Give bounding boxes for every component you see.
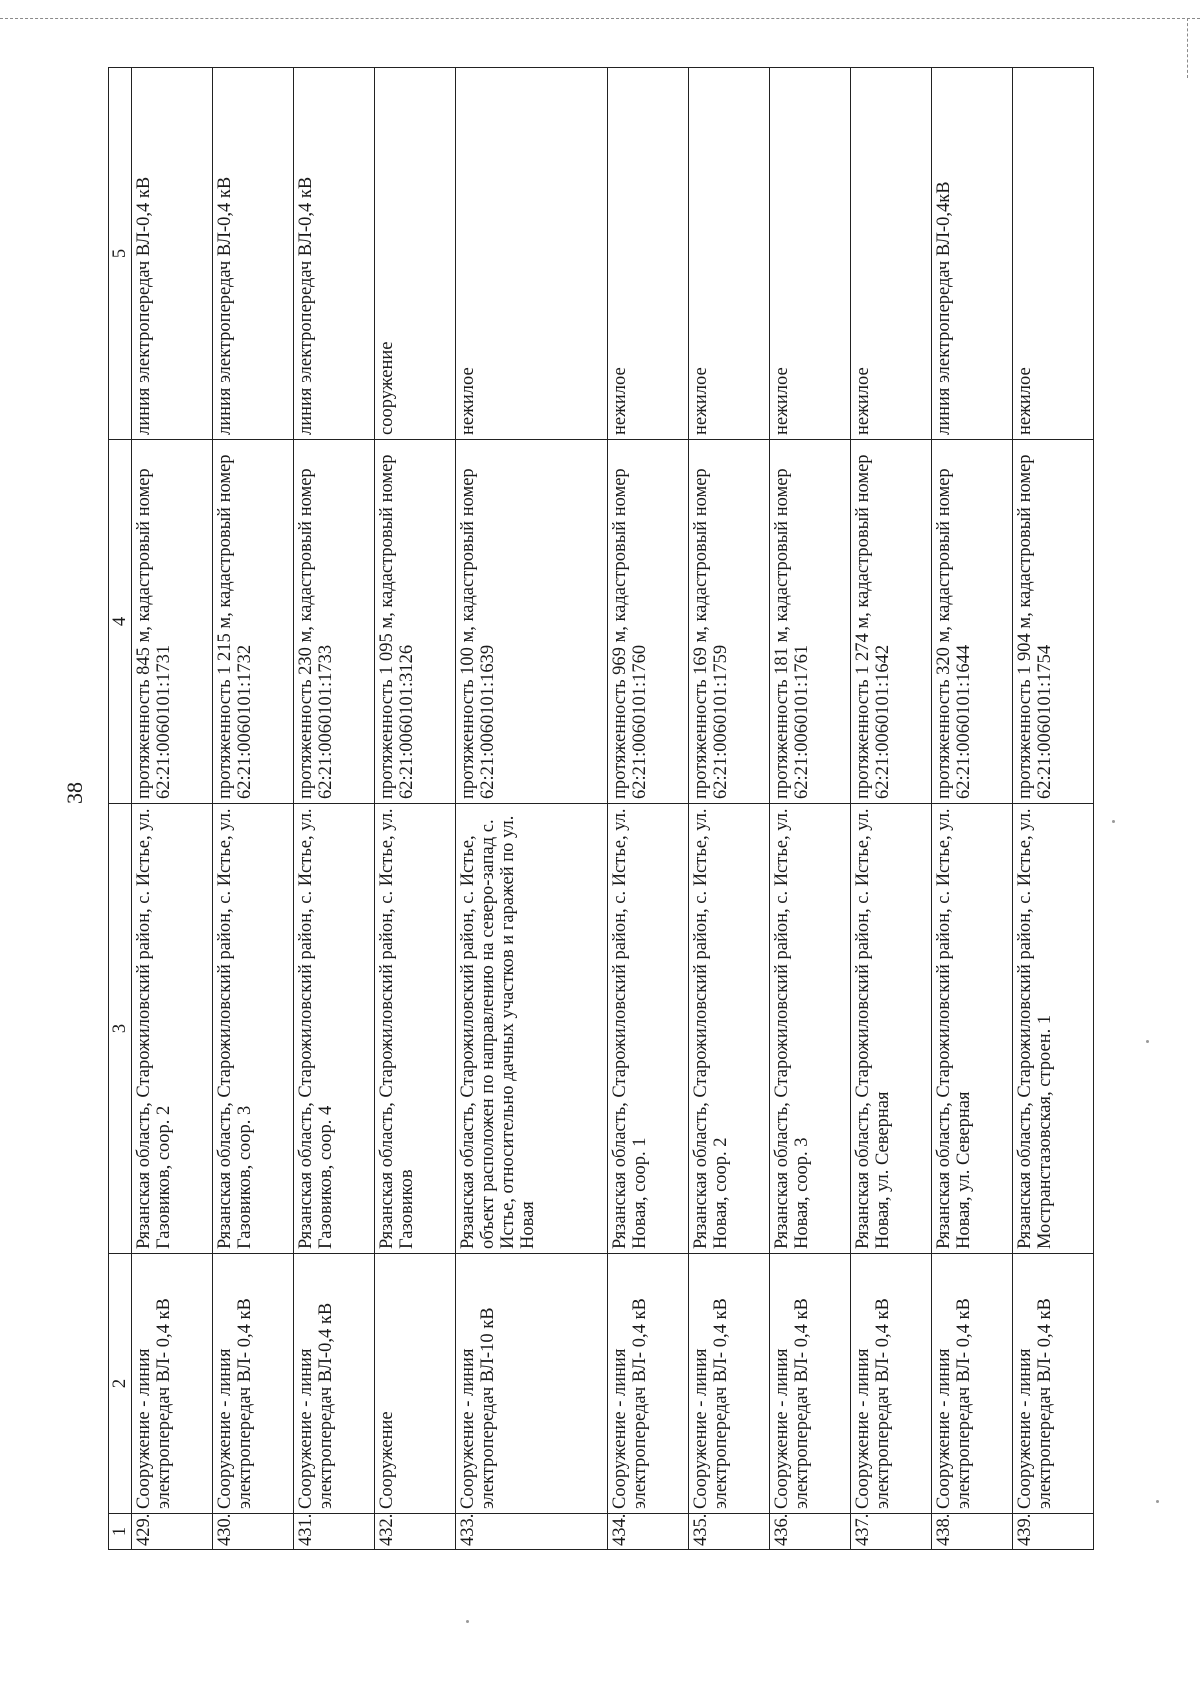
object-address: Рязанская область, Старожиловский район, с. Истье, ул. Новая, соор. 1 [608, 804, 689, 1254]
object-details: протяженность 1 274 м, кадастровый номер 62:21:0060101:1642 [851, 440, 932, 804]
object-details: протяженность 1 904 м, кадастровый номер 62:21:0060101:1754 [1012, 440, 1093, 804]
object-details: протяженность 969 м, кадастровый номер 62:21:0060101:1760 [608, 440, 689, 804]
object-purpose: нежилое [689, 68, 770, 440]
header-col-5: 5 [109, 68, 132, 440]
table-row [851, 68, 932, 1550]
table-row [374, 68, 455, 1550]
object-details: протяженность 320 м, кадастровый номер 62:21:0060101:1644 [932, 440, 1013, 804]
scan-speck [1156, 1500, 1159, 1503]
object-name: Сооружение [374, 1254, 455, 1514]
header-col-4: 4 [109, 440, 132, 804]
object-name: Сооружение - линия электропередач ВЛ- 0,4 кВ [851, 1254, 932, 1514]
scan-speck [1146, 1040, 1149, 1043]
object-purpose: линия электропередач ВЛ-0,4 кВ [132, 68, 213, 440]
object-purpose: нежилое [1012, 68, 1093, 440]
row-number: 435. [689, 1514, 770, 1550]
document-page [108, 68, 1094, 1550]
scan-speck [1112, 820, 1115, 823]
object-address: Рязанская область, Старожиловский район, с. Истье, ул. Газовиков, соор. 2 [132, 804, 213, 1254]
page-number: 38 [62, 782, 87, 804]
row-number: 434. [608, 1514, 689, 1550]
row-number: 433. [455, 1514, 608, 1550]
object-purpose: нежилое [608, 68, 689, 440]
row-number: 438. [932, 1514, 1013, 1550]
table-row [689, 68, 770, 1550]
object-address: Рязанская область, Старожиловский район, с. Истье, ул. Мостранстазовская, строен. 1 [1012, 804, 1093, 1254]
object-name: Сооружение - линия электропередач ВЛ-10 кВ [455, 1254, 608, 1514]
header-col-1: 1 [109, 1514, 132, 1550]
object-purpose: нежилое [851, 68, 932, 440]
table-row [932, 68, 1013, 1550]
object-name: Сооружение - линия электропередач ВЛ- 0,4 кВ [932, 1254, 1013, 1514]
object-name: Сооружение - линия электропередач ВЛ- 0,4 кВ [132, 1254, 213, 1514]
row-number: 437. [851, 1514, 932, 1550]
object-details: протяженность 230 м, кадастровый номер 62:21:0060101:1733 [293, 440, 374, 804]
object-name: Сооружение - линия электропередач ВЛ- 0,4 кВ [770, 1254, 851, 1514]
object-details: протяженность 1 095 м, кадастровый номер 62:21:0060101:3126 [374, 440, 455, 804]
row-number: 439. [1012, 1514, 1093, 1550]
object-details: протяженность 100 м, кадастровый номер 62:21:0060101:1639 [455, 440, 608, 804]
row-number: 432. [374, 1514, 455, 1550]
object-details: протяженность 1 215 м, кадастровый номер 62:21:0060101:1732 [212, 440, 293, 804]
object-name: Сооружение - линия электропередач ВЛ- 0,4 кВ [1012, 1254, 1093, 1514]
object-address: Рязанская область, Старожиловский район, с. Истье, объект расположен по направлению на северо-запад с. Истье, относительно дачных участков и гаражей по ул. Новая [455, 804, 608, 1254]
header-col-2: 2 [109, 1254, 132, 1514]
object-name: Сооружение - линия электропередач ВЛ- 0,4 кВ [689, 1254, 770, 1514]
row-number: 430. [212, 1514, 293, 1550]
object-name: Сооружение - линия электропередач ВЛ- 0,4 кВ [212, 1254, 293, 1514]
row-number: 436. [770, 1514, 851, 1550]
row-number: 431. [293, 1514, 374, 1550]
object-address: Рязанская область, Старожиловский район, с. Истье, ул. Новая, ул. Северная [851, 804, 932, 1254]
object-name: Сооружение - линия электропередач ВЛ- 0,4 кВ [608, 1254, 689, 1514]
scan-edge-right [1187, 18, 1188, 78]
table-row [212, 68, 293, 1550]
object-details: протяженность 169 м, кадастровый номер 62:21:0060101:1759 [689, 440, 770, 804]
table-row [455, 68, 608, 1550]
property-register-table [108, 67, 1094, 1550]
table-row [770, 68, 851, 1550]
object-purpose: линия электропередач ВЛ-0,4 кВ [212, 68, 293, 440]
object-details: протяженность 845 м, кадастровый номер 62:21:0060101:1731 [132, 440, 213, 804]
table-row [132, 68, 213, 1550]
object-purpose: сооружение [374, 68, 455, 440]
object-purpose: линия электропередач ВЛ-0,4 кВ [293, 68, 374, 440]
header-col-3: 3 [109, 804, 132, 1254]
table-row [1012, 68, 1093, 1550]
object-address: Рязанская область, Старожиловский район, с. Истье, ул. Газовиков, соор. 4 [293, 804, 374, 1254]
header-row [109, 68, 132, 1550]
object-address: Рязанская область, Старожиловский район, с. Истье, ул. Газовиков, соор. 3 [212, 804, 293, 1254]
rotated-table-container [108, 68, 1094, 1550]
object-details: протяженность 181 м, кадастровый номер 62:21:0060101:1761 [770, 440, 851, 804]
object-address: Рязанская область, Старожиловский район, с. Истье, ул. Новая, соор. 3 [770, 804, 851, 1254]
object-purpose: нежилое [455, 68, 608, 440]
table-row [608, 68, 689, 1550]
object-purpose: линия электропередач ВЛ-0,4кВ [932, 68, 1013, 440]
row-number: 429. [132, 1514, 213, 1550]
object-name: Сооружение - линия электропередач ВЛ-0,4 кВ [293, 1254, 374, 1514]
object-address: Рязанская область, Старожиловский район, с. Истье, ул. Новая, ул. Северная [932, 804, 1013, 1254]
table-row [293, 68, 374, 1550]
object-address: Рязанская область, Старожиловский район, с. Истье, ул. Новая, соор. 2 [689, 804, 770, 1254]
object-purpose: нежилое [770, 68, 851, 440]
scan-edge-top [0, 18, 1200, 19]
object-address: Рязанская область, Старожиловский район, с. Истье, ул. Газовиков [374, 804, 455, 1254]
scan-speck [466, 1620, 469, 1623]
